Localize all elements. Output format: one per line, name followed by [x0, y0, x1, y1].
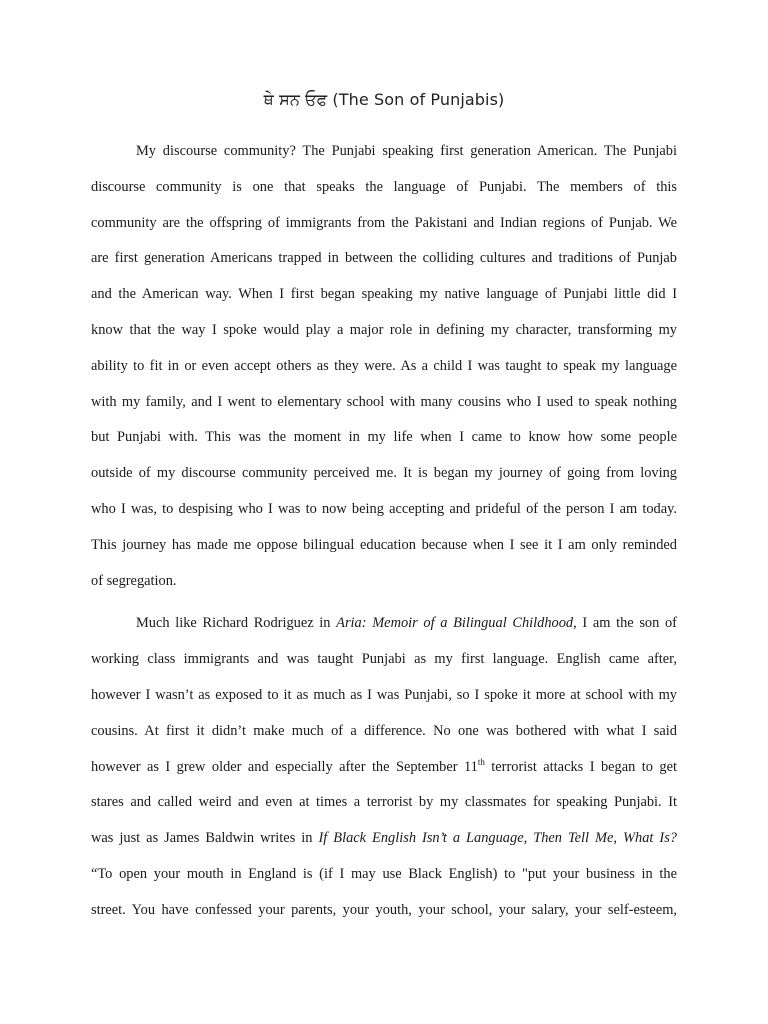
text-line: ability to fit in or even accept others as they were. As a child I was taught to speak my language	[91, 357, 677, 374]
text-line: but Punjabi with. This was the moment in my life when I came to know how some people	[91, 429, 677, 446]
book-title-aria: Aria: Memoir of a Bilingual Childhood	[336, 615, 574, 632]
text-line: cousins. At first it didn’t make much of a difference. No one was bothered with what I said	[91, 722, 677, 739]
text-line: who I was, to despising who I was to now being accepting and prideful of the person I am today.	[91, 500, 677, 517]
text-line: and the American way. When I first began speaking my native language of Punjabi little did I	[91, 286, 677, 303]
text-line: community are the offspring of immigrants from the Pakistani and Indian regions of Punjab. We	[91, 214, 677, 231]
text-line: This journey has made me oppose bilingual education because when I see it I am only reminded	[91, 536, 677, 553]
text-run: terrorist attacks I began to get	[484, 758, 677, 775]
text-line: with my family, and I went to elementary school with many cousins who I used to speak nothing	[91, 393, 677, 410]
paragraph-2	[91, 606, 677, 928]
paragraph-spacer	[91, 599, 677, 606]
ordinal-suffix: th	[477, 756, 485, 767]
text-line: know that the way I spoke would play a major role in defining my character, transforming my	[91, 321, 677, 338]
text-line: outside of my discourse community perceived me. It is began my journey of going from loving	[91, 465, 677, 482]
title-english: (The Son of Punjabis)	[332, 90, 505, 109]
essay-title-baldwin: If Black English Isn’t a Language, Then Tell Me, What Is?	[318, 830, 677, 847]
text-line: discourse community is one that speaks the language of Punjabi. The members of this	[91, 178, 677, 195]
text-line: stares and called weird and even at times a terrorist by my classmates for speaking Punjabi. It	[91, 794, 677, 811]
text-line: street. You have confessed your parents, your youth, your school, your salary, your self-esteem,	[91, 901, 677, 918]
text-run: however as I grew older and especially after the September 11	[91, 758, 478, 775]
text-line: working class immigrants and was taught Punjabi as my first language. English came after,	[91, 651, 677, 668]
document-body	[91, 134, 677, 929]
text-line: of segregation.	[91, 572, 177, 589]
text-line: My discourse community? The Punjabi speaking first generation American. The Punjabi	[136, 143, 677, 159]
title-gurmukhi: ਥੇ ਸਨ ਓਫ	[263, 90, 328, 109]
text-run: , I am the son of	[573, 615, 677, 632]
text-line	[91, 606, 677, 642]
text-line	[91, 750, 677, 786]
text-line: however I wasn’t as exposed to it as much as I was Punjabi, so I spoke it more at school with my	[91, 686, 677, 703]
document-title	[0, 90, 768, 110]
text-run: Much like Richard Rodriguez in	[136, 615, 337, 632]
text-run: was just as James Baldwin writes in	[91, 830, 319, 847]
text-line: “To open your mouth in England is (if I may use Black English) to "put your business in the	[91, 865, 677, 882]
text-line	[91, 821, 677, 857]
paragraph-1	[91, 134, 677, 599]
text-line: are first generation Americans trapped in between the colliding cultures and traditions of Punjab	[91, 250, 677, 267]
